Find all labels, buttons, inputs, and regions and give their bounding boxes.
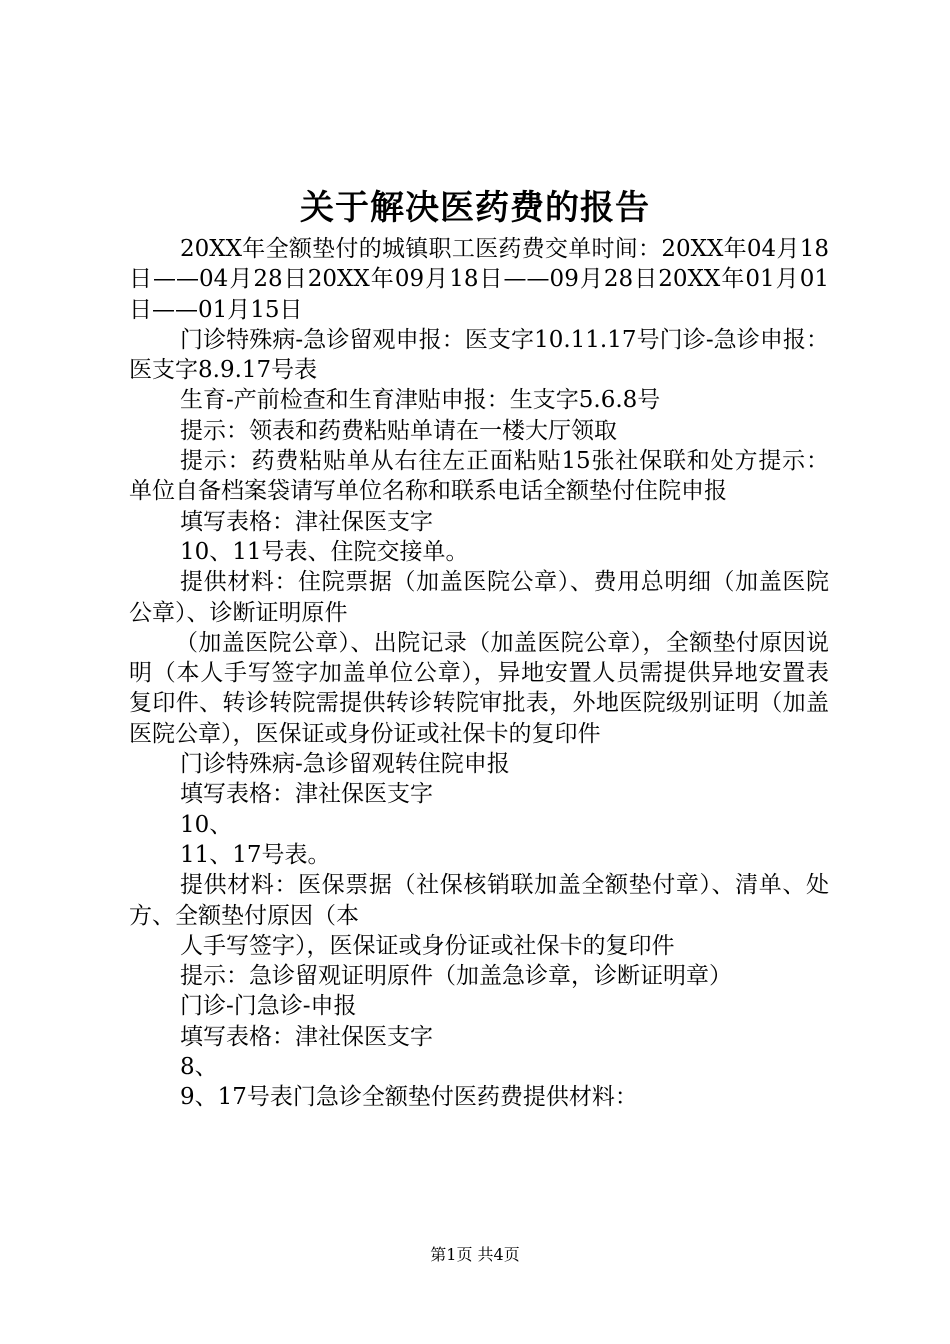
paragraph: 填写表格：津社保医支字 <box>180 781 433 808</box>
paragraph: 门诊特殊病-急诊留观申报：医支字10.11.17号门诊-急诊申报：医支字8.9.17号表 <box>129 326 829 384</box>
paragraph: 提示：领表和药费粘贴单请在一楼大厅领取 <box>180 417 617 444</box>
paragraph: 人手写签字），医保证或身份证或社保卡的复印件 <box>180 932 675 959</box>
paragraph: 提供材料：医保票据（社保核销联加盖全额垫付章）、清单、处方、全额垫付原因（本 <box>129 872 829 929</box>
paragraph: 8、 <box>180 1054 218 1081</box>
paragraph: 9、17号表门急诊全额垫付医药费提供材料： <box>180 1084 638 1111</box>
document-title: 关于解决医药费的报告 <box>300 188 650 228</box>
paragraph: 提示：药费粘贴单从右往左正面粘贴15张社保联和处方提示：单位自备档案袋请写单位名称和联系电话全额垫付住院申报 <box>129 448 829 505</box>
paragraph: 20XX年全额垫付的城镇职工医药费交单时间：20XX年04月18日——04月28日20XX年09月18日——09月28日20XX年01月01日——01月15日 <box>129 236 829 323</box>
document-body <box>129 234 829 1113</box>
paragraph: 提示：急诊留观证明原件（加盖急诊章，诊断证明章） <box>180 963 732 990</box>
paragraph: 门诊特殊病-急诊留观转住院申报 <box>180 751 510 778</box>
paragraph: 11、17号表。 <box>180 841 331 868</box>
paragraph: 门诊-门急诊-申报 <box>180 993 357 1020</box>
paragraph: 10、11号表、住院交接单。 <box>180 538 469 565</box>
paragraph: 填写表格：津社保医支字 <box>180 1023 433 1050</box>
paragraph: 生育-产前检查和生育津贴申报：生支字5.6.8号 <box>180 387 661 414</box>
paragraph: 提供材料：住院票据（加盖医院公章）、费用总明细（加盖医院公章）、诊断证明原件 <box>129 569 829 626</box>
page-footer: 第1页 共4页 <box>430 1245 520 1264</box>
paragraph: 填写表格：津社保医支字 <box>180 508 433 535</box>
paragraph: 10、 <box>180 811 233 838</box>
paragraph: （加盖医院公章）、出院记录（加盖医院公章），全额垫付原因说明（本人手写签字加盖单位公章），异地安置人员需提供异地安置表复印件、转诊转院需提供转诊转院审批表，外地医院级别证明（加盖医院公章），医保证或身份证或社保卡的复印件 <box>129 629 829 747</box>
